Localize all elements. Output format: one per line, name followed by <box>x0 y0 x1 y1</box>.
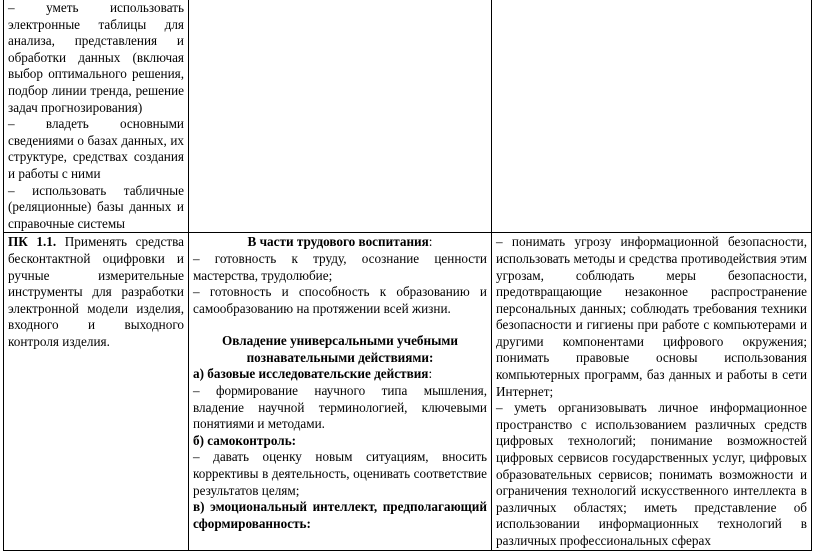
subheading: в) эмоциональный интеллект, предполагающий сформированность: <box>193 499 487 531</box>
competency-text <box>8 234 184 350</box>
cell-row1-col3 <box>492 0 812 233</box>
section-heading: В части трудового воспитания: <box>247 234 433 250</box>
cell-row2-col1 <box>4 233 189 550</box>
list-item: – формирование научного типа мышления, владение научной терминологией, ключевыми понятиями и методами. <box>193 383 487 432</box>
list-item: – давать оценку новым ситуациям, вносить коррективы в деятельность, оценивать соответствие результатов целям; <box>193 449 487 498</box>
section-heading: Овладение универсальными учебными познавательными действиями: <box>222 333 458 365</box>
cell-row2-col2 <box>189 233 492 550</box>
cell-row2-col3 <box>492 233 812 550</box>
cell-row1-col2 <box>189 0 492 233</box>
table-row <box>4 233 812 550</box>
list-item: – владеть основными сведениями о базах данных, их структуре, средствах создания и работы с ними <box>8 116 184 181</box>
list-item: – уметь организовывать личное информационное пространство с использованием различных средств цифровых технологий; понимание возможностей цифровых сервисов государственных услуг, цифровых образовательных сервисов; понимать возможности и ограничения технологий искусственного интеллекта в различных областях; иметь представление об использовании информационных технологий в различных профессиональных сферах <box>496 400 807 548</box>
list-item: – использовать табличные (реляционные) базы данных и справочные системы <box>8 182 184 231</box>
competency-description: Применять средства бесконтактной оцифровки и ручные измерительные инструменты для разработки электронной модели изделия, входного и выходного контроля изделия. <box>8 234 184 349</box>
list-item: – готовность и способность к образованию и самообразованию на протяжении всей жизни. <box>193 284 487 316</box>
subheading: а) базовые исследовательские действия: <box>193 366 433 382</box>
subheading: б) самоконтроль: <box>193 432 297 448</box>
table-row <box>4 0 812 233</box>
list-item: – готовность к труду, осознание ценности мастерства, трудолюбие; <box>193 250 487 283</box>
list-item: – уметь использовать электронные таблицы для анализа, представления и обработки данных (включая выбор оптимального решения, подбор линии тренда, решение задач прогнозирования) <box>8 0 184 115</box>
list-item: – понимать угрозу информационной безопасности, использовать методы и средства противодействия этим угрозам, соблюдать меры безопасности, предотвращающие незаконное распространение персональных данных; соблюдать требования техники безопасности и гигиены при работе с компьютерами и другими компонентами цифрового окружения; понимать правовые основы использования компьютерных программ, баз данных и работы в сети Интернет; <box>496 234 807 399</box>
competencies-table <box>3 0 812 551</box>
competency-code: ПК 1.1. <box>8 234 57 250</box>
cell-row1-col1 <box>4 0 189 233</box>
